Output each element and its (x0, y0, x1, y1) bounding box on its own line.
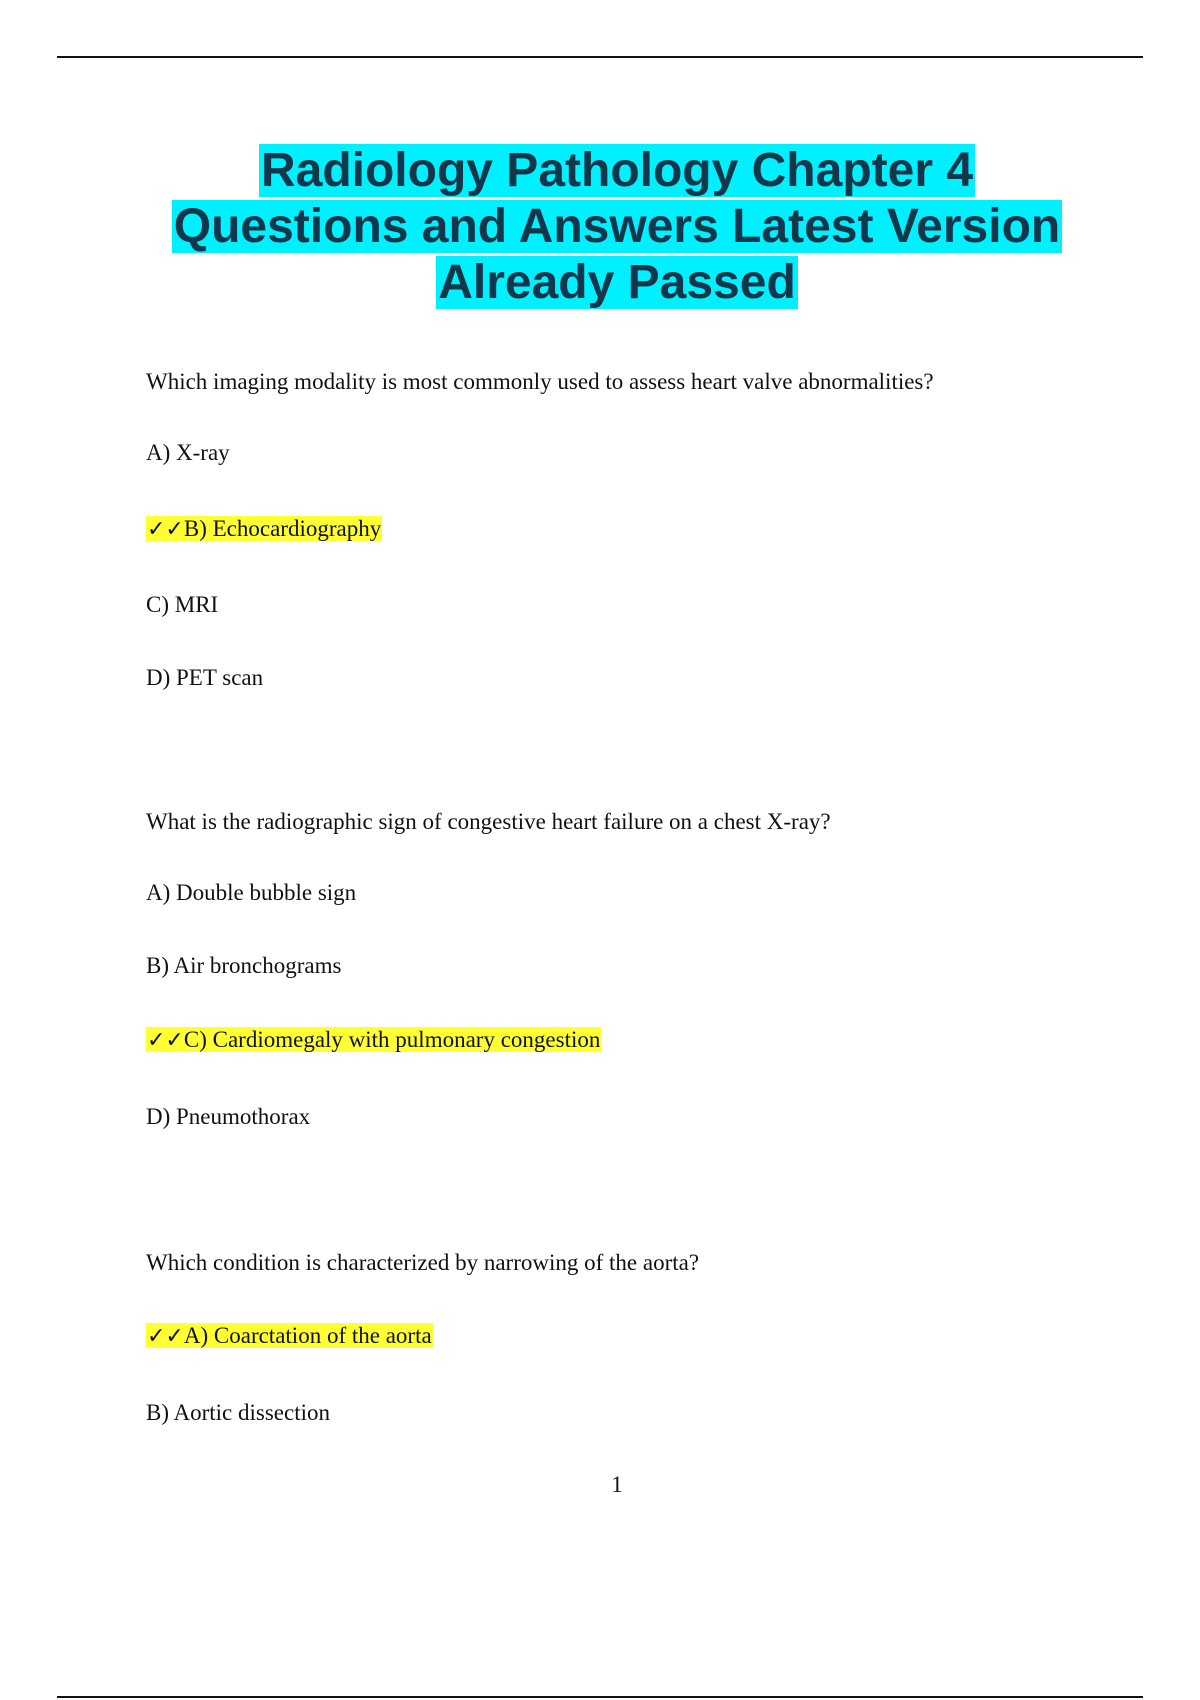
question-2-option-c (146, 1026, 601, 1055)
answer-text: B) Echocardiography (183, 516, 382, 541)
question-2-option-a: A) Double bubble sign (146, 880, 357, 905)
double-check-icon: ✓✓ (147, 1324, 184, 1349)
page-number: 1 (611, 1472, 623, 1497)
question-2: What is the radiographic sign of congestive heart failure on a chest X-ray? (146, 809, 831, 834)
title-line: Radiology Pathology Chapter 4 (260, 144, 974, 197)
document-title (0, 143, 1200, 311)
correct-answer-highlight (146, 1323, 433, 1348)
answer-text: C) Cardiomegaly with pulmonary congestion (183, 1027, 601, 1052)
double-check-icon: ✓✓ (147, 517, 184, 542)
header-rule (57, 56, 1143, 58)
title-line: Questions and Answers Latest Version (173, 200, 1061, 253)
question-3-option-b: B) Aortic dissection (146, 1400, 330, 1425)
double-check-icon: ✓✓ (147, 1028, 184, 1053)
question-2-option-b: B) Air bronchograms (146, 953, 342, 978)
question-1-option-c: C) MRI (146, 592, 219, 617)
question-1-option-b (146, 515, 382, 544)
question-2-option-d: D) Pneumothorax (146, 1104, 311, 1129)
footer-rule (57, 1696, 1143, 1698)
answer-text: A) Coarctation of the aorta (183, 1323, 432, 1348)
question-3-option-a (146, 1322, 433, 1351)
correct-answer-highlight (146, 516, 382, 541)
question-1: Which imaging modality is most commonly used to assess heart valve abnormalities? (146, 369, 934, 394)
question-3: Which condition is characterized by narrowing of the aorta? (146, 1250, 700, 1275)
question-1-option-d: D) PET scan (146, 665, 264, 690)
correct-answer-highlight (146, 1027, 601, 1052)
question-1-option-a: A) X-ray (146, 440, 230, 465)
title-line: Already Passed (438, 256, 796, 309)
